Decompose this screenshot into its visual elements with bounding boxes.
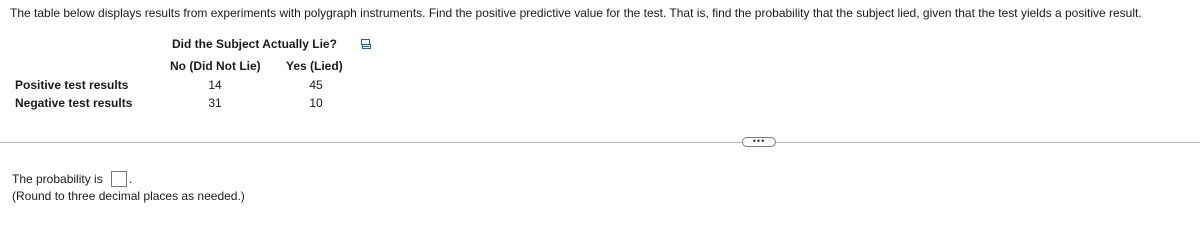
- answer-input[interactable]: [111, 171, 127, 187]
- cell-positive-yes: 45: [309, 78, 323, 92]
- question-text: The table below displays results from experiments with polygraph instruments. Find the positive predictive value for the test. That is, find the probability that the subject lied, given that the test yields a positive result.: [10, 6, 1142, 20]
- table-group-header: Did the Subject Actually Lie?: [172, 37, 337, 51]
- cell-positive-no: 14: [208, 78, 222, 92]
- section-divider: [0, 142, 1200, 143]
- row-label-positive: Positive test results: [15, 78, 129, 92]
- more-options-button[interactable]: •••: [742, 137, 776, 147]
- cell-negative-yes: 10: [309, 96, 323, 110]
- row-label-negative: Negative test results: [15, 96, 133, 110]
- cell-negative-no: 31: [208, 96, 222, 110]
- column-header-yes: Yes (Lied): [286, 59, 343, 73]
- rounding-instruction: (Round to three decimal places as needed.): [12, 189, 245, 203]
- column-header-no: No (Did Not Lie): [170, 59, 261, 73]
- copy-table-icon[interactable]: [360, 38, 372, 50]
- answer-prompt: The probability is: [12, 172, 103, 186]
- answer-period: .: [129, 172, 133, 186]
